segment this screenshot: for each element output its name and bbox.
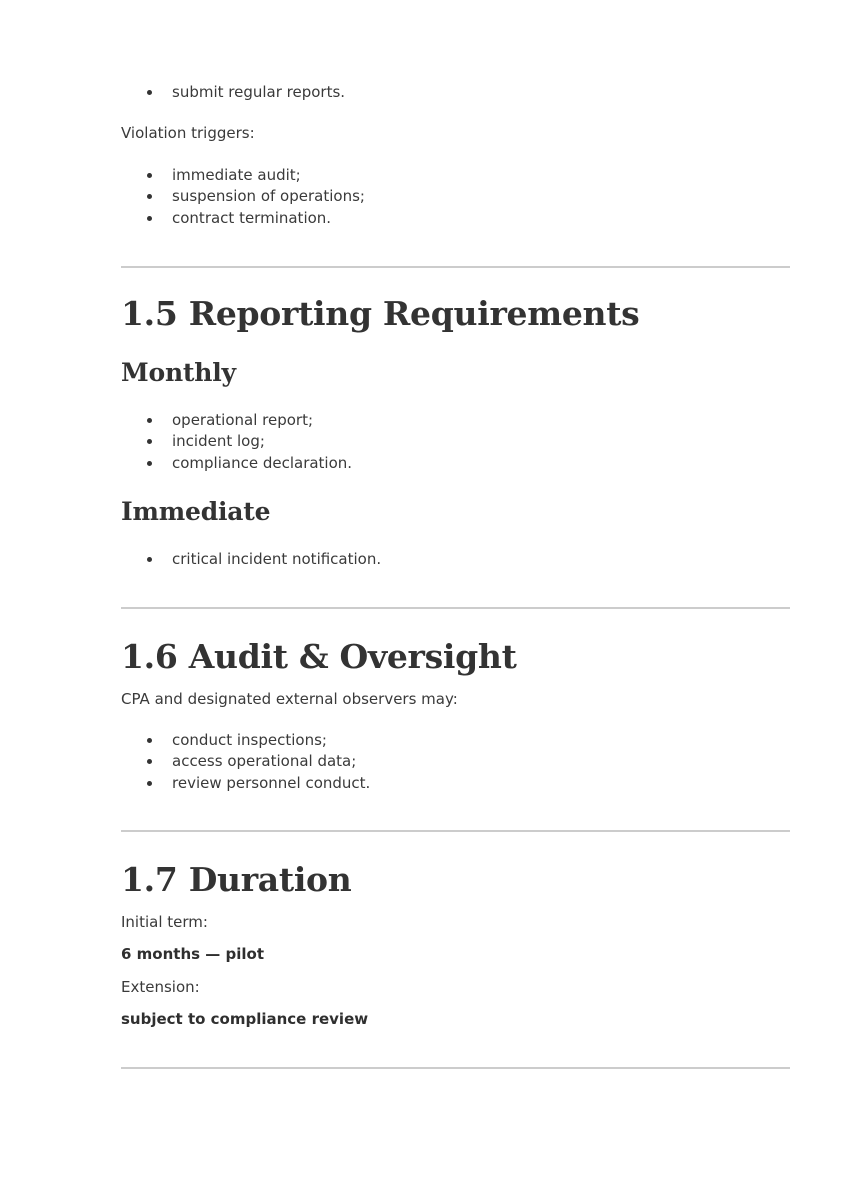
bullet-icon bbox=[147, 557, 152, 562]
section-divider bbox=[121, 830, 790, 832]
list-item: conduct inspections; bbox=[121, 731, 370, 752]
bullet-icon bbox=[147, 759, 152, 764]
immediate-list bbox=[121, 550, 381, 571]
violation-triggers-list bbox=[121, 166, 365, 230]
bullet-icon bbox=[147, 173, 152, 178]
bullet-icon bbox=[147, 418, 152, 423]
monthly-list bbox=[121, 411, 352, 475]
section-heading-1-5: 1.5 Reporting Requirements bbox=[121, 294, 640, 333]
list-item: suspension of operations; bbox=[121, 187, 365, 208]
list-item: access operational data; bbox=[121, 752, 370, 773]
bullet-icon bbox=[147, 194, 152, 199]
section-divider bbox=[121, 266, 790, 268]
extension-value: subject to compliance review bbox=[121, 1010, 369, 1028]
list-item: incident log; bbox=[121, 432, 352, 453]
list-item: critical incident notification. bbox=[121, 550, 381, 571]
initial-term-value: 6 months — pilot bbox=[121, 945, 264, 963]
list-item: compliance declaration. bbox=[121, 454, 352, 475]
subheading-immediate: Immediate bbox=[121, 497, 271, 526]
extension-label: Extension: bbox=[121, 978, 200, 996]
section-divider bbox=[121, 1067, 790, 1069]
bullet-icon bbox=[147, 461, 152, 466]
obligations-list bbox=[121, 83, 345, 104]
subheading-monthly: Monthly bbox=[121, 358, 236, 387]
bullet-icon bbox=[147, 781, 152, 786]
section-heading-1-6: 1.6 Audit & Oversight bbox=[121, 637, 517, 676]
list-item: submit regular reports. bbox=[121, 83, 345, 104]
initial-term-label: Initial term: bbox=[121, 913, 208, 931]
audit-intro-text: CPA and designated external observers may: bbox=[121, 690, 458, 708]
bullet-icon bbox=[147, 216, 152, 221]
bullet-icon bbox=[147, 439, 152, 444]
list-item: immediate audit; bbox=[121, 166, 365, 187]
violation-triggers-label: Violation triggers: bbox=[121, 124, 255, 142]
list-item: review personnel conduct. bbox=[121, 774, 370, 795]
audit-list bbox=[121, 731, 370, 795]
section-heading-1-7: 1.7 Duration bbox=[121, 860, 352, 899]
bullet-icon bbox=[147, 90, 152, 95]
list-item: operational report; bbox=[121, 411, 352, 432]
bullet-icon bbox=[147, 738, 152, 743]
section-divider bbox=[121, 607, 790, 609]
list-item: contract termination. bbox=[121, 209, 365, 230]
